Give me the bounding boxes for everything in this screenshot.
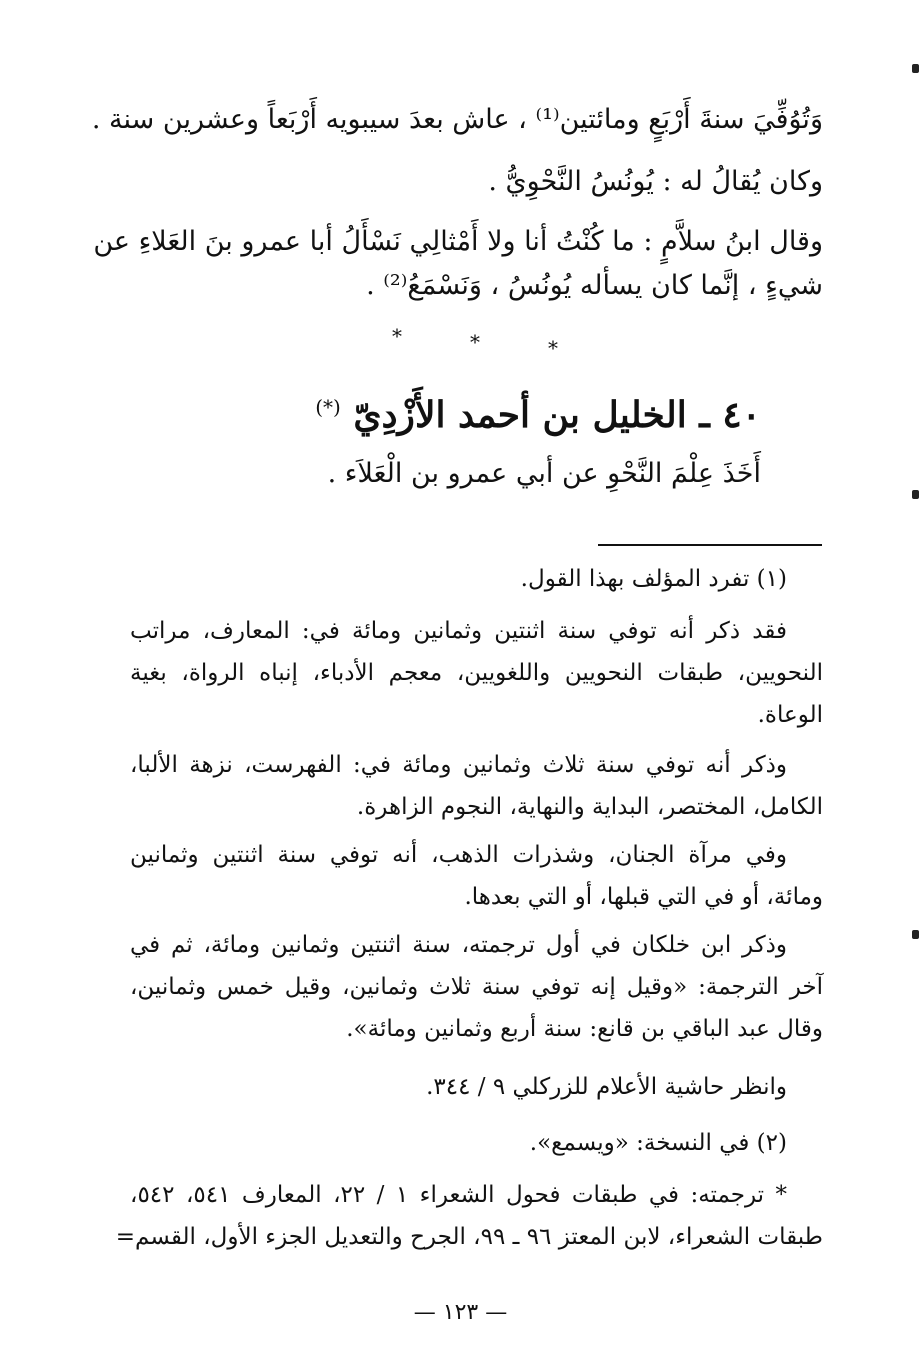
body-line-3: وقال ابنُ سلاَّمٍ : ما كُنْتُ أنا ولا أَمْثالِي نَسْأَلُ أبا عمرو بنَ العَلاءِ عن [93, 226, 823, 257]
entry-heading-mark: (*) [315, 395, 341, 419]
footnote-line: (١) تفرد المؤلف بهذا القول. [520, 566, 787, 592]
scan-mark [912, 490, 919, 499]
separator-star: * [548, 336, 558, 360]
footnote-line: وذكر ابن خلكان في أول ترجمته، سنة اثنتين وثمانين ومائة، ثم في [130, 932, 787, 958]
body-line-1: وَتُوُفِّيَ سنةَ أَرْبَعٍ ومائتين⁽¹⁾ ، عاش بعدَ سيبويه أَرْبَعاً وعشرين سنة . [91, 104, 823, 135]
footnote-divider [598, 544, 822, 546]
entry-heading-text: ٤٠ ـ الخليل بن أحمد الأَزْدِيّ [353, 394, 761, 436]
footnote-line: * ترجمته: في طبقات فحول الشعراء ١ / ٢٢، المعارف ٥٤١، ٥٤٢، [130, 1182, 788, 1208]
separator-star: * [392, 324, 402, 348]
entry-heading [315, 394, 761, 436]
footnote-line: الكامل، المختصر، البداية والنهاية، النجوم الزاهرة. [356, 794, 823, 820]
footnote-line: ومائة، أو في التي قبلها، أو التي بعدها. [464, 884, 823, 910]
separator-star: * [470, 330, 480, 354]
page-number: — ١٢٣ — [413, 1300, 508, 1325]
footnote-line: النحويين، طبقات النحويين واللغويين، معجم الأدباء، إنباه الرواة، بغية [130, 660, 823, 686]
footnote-line: آخر الترجمة: «وقيل إنه توفي سنة ثلاث وثمانين، وقيل خمس وثمانين، [130, 974, 823, 1000]
scan-mark [912, 930, 919, 939]
footnote-line: وانظر حاشية الأعلام للزركلي ٩ / ٣٤٤. [426, 1074, 787, 1100]
body-line-2: وكان يُقالُ له : يُونُسُ النَّحْوِيُّ . [488, 166, 823, 197]
footnote-line: وقال عبد الباقي بن قانع: سنة أربع وثمانين ومائة». [346, 1016, 823, 1042]
footnote-line: (٢) في النسخة: «ويسمع». [529, 1130, 787, 1156]
footnote-line: وفي مرآة الجنان، وشذرات الذهب، أنه توفي سنة اثنتين وثمانين [130, 842, 787, 868]
footnote-line: الوعاة. [757, 702, 823, 728]
footnote-line: طبقات الشعراء، لابن المعتز ٩٦ ـ ٩٩، الجرح والتعديل الجزء الأول، القسم= [115, 1224, 823, 1250]
body-line-4: شيءٍ ، إنَّما كان يسأله يُونُسُ ، وَنَسْمَعُ⁽²⁾ . [366, 270, 823, 301]
footnote-line: وذكر أنه توفي سنة ثلاث وثمانين ومائة في: الفهرست، نزهة الألبا، [130, 752, 787, 778]
footnote-line: فقد ذكر أنه توفي سنة اثنتين وثمانين ومائة في: المعارف، مراتب [130, 618, 787, 644]
scan-mark [912, 64, 919, 73]
section-separator [380, 324, 580, 360]
entry-first-line: أَخَذَ عِلْمَ النَّحْوِ عن أبي عمرو بن الْعَلاَء . [327, 458, 761, 489]
